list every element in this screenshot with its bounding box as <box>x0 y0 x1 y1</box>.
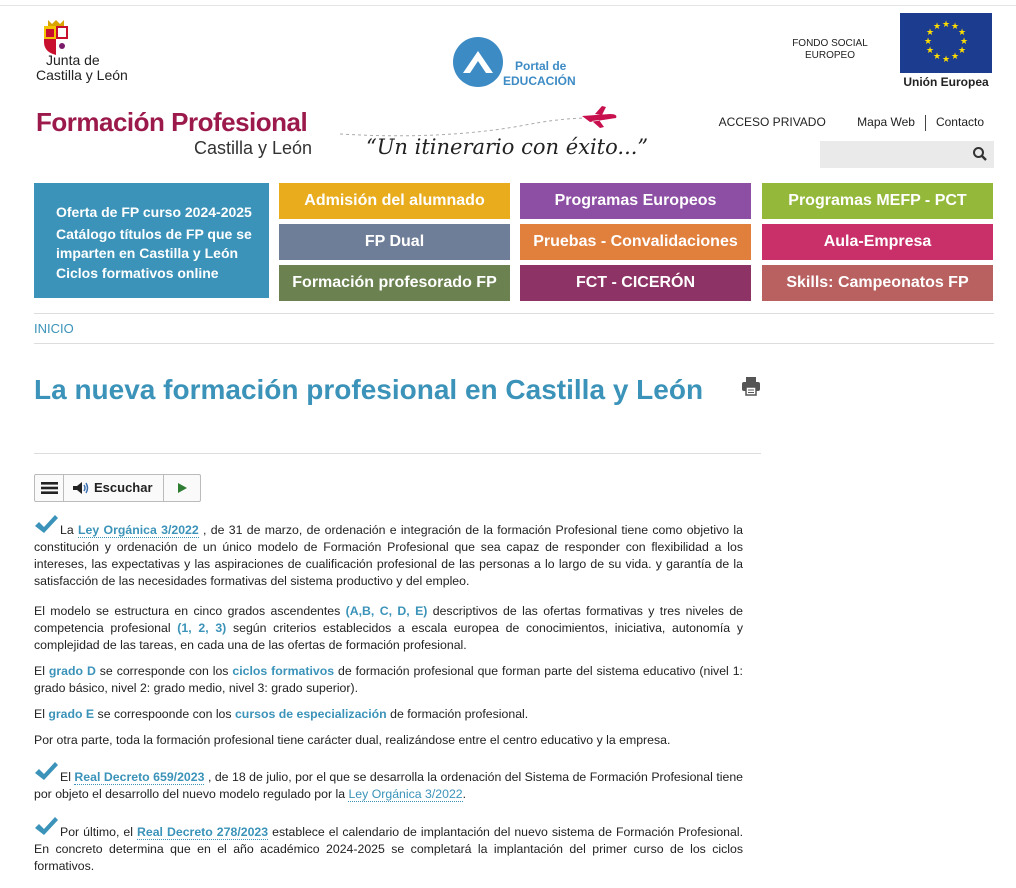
fp-brand-title[interactable]: Formación Profesional <box>36 107 308 137</box>
page-title: La nueva formación profesional en Castilla y León <box>34 374 704 405</box>
fp-brand-subtitle: Castilla y León <box>194 138 313 158</box>
paragraph-ley-organica <box>34 514 743 590</box>
p2-text-e: según criterios establecidos a escala europea de conocimientos, iniciativa, autonomía y complejidad de las tareas, en cada una de las ofertas de formación profesional. <box>34 621 743 652</box>
real-decreto-278-link[interactable]: Real Decreto 278/2023 <box>137 825 269 839</box>
p4-text-c: se correspoonde con los <box>94 707 235 721</box>
checkmark-icon <box>34 514 58 536</box>
search-icon[interactable] <box>972 146 988 162</box>
svg-text:★: ★ <box>941 20 951 30</box>
jcyl-text-line1: Junta de <box>46 52 100 68</box>
portal-text-line1: Portal de <box>515 59 567 73</box>
svg-text:★: ★ <box>941 55 951 65</box>
menu-button-programas-europeos[interactable]: Programas Europeos <box>520 183 751 219</box>
ley-organica-link-2[interactable]: Ley Orgánica 3/2022 <box>348 787 463 801</box>
readspeaker-player <box>34 474 201 502</box>
fse-line2: EUROPEO <box>804 50 855 61</box>
paragraph-grado-e <box>34 706 743 723</box>
menu-button-programas-mefp[interactable]: Programas MEFP - PCT <box>762 183 993 219</box>
real-decreto-659-link[interactable]: Real Decreto 659/2023 <box>74 770 205 784</box>
checkmark-icon <box>34 761 58 783</box>
p3-text-e: de formación profesional que forman parte del sistema educativo (nivel 1: grado básico, nivel 2: grado medio, nivel 3: grado superior). <box>34 664 743 695</box>
menu-icon <box>35 475 64 501</box>
paragraph-dual: Por otra parte, toda la formación profesional tiene carácter dual, realizándose entre el centro educativo y la empresa. <box>34 733 671 747</box>
cursos-especializacion-link[interactable]: cursos de especialización <box>234 707 387 721</box>
svg-text:★: ★ <box>925 28 935 38</box>
menu-button-fp-dual[interactable]: FP Dual <box>279 224 510 260</box>
mapa-web-link[interactable]: Mapa Web <box>857 115 915 130</box>
grado-e-link[interactable]: grado E <box>48 707 95 721</box>
svg-text:★: ★ <box>950 52 960 62</box>
svg-text:★: ★ <box>957 46 967 56</box>
svg-text:★: ★ <box>923 37 933 47</box>
eu-label: Unión Europea <box>903 75 989 89</box>
menu-oferta-link[interactable]: Oferta de FP curso 2024-2025 <box>56 204 252 220</box>
menu-catalogo-link[interactable]: Catálogo títulos de FP que se imparten en Castilla y León <box>56 226 252 261</box>
fse-line1: FONDO SOCIAL <box>792 38 868 49</box>
paragraph-real-decreto-659 <box>34 761 743 803</box>
portal-educacion-logo[interactable] <box>453 37 583 89</box>
fondo-social-europeo <box>780 38 880 62</box>
p7-text-a: Por último, el <box>60 825 137 839</box>
niveles-numbers: (1, 2, 3) <box>177 621 227 635</box>
grados-letters: (A,B, C, D, E) <box>345 604 428 618</box>
menu-button-admision[interactable]: Admisión del alumnado <box>279 183 510 219</box>
portal-text-line2: EDUCACIÓN <box>503 74 576 88</box>
p3-text-c: se corresponde con los <box>95 664 233 678</box>
menu-button-skills[interactable]: Skills: Campeonatos FP <box>762 265 993 301</box>
union-europea-logo[interactable] <box>900 13 992 89</box>
svg-text:★: ★ <box>950 22 960 32</box>
menu-button-pruebas[interactable]: Pruebas - Convalidaciones <box>520 224 751 260</box>
p1-text-a: La <box>60 523 78 537</box>
jcyl-text-line2: Castilla y León <box>36 67 128 83</box>
p2-text-c: descriptivos de las ofertas formativas y tres niveles de competencia profesional <box>34 604 743 635</box>
ley-organica-link[interactable]: Ley Orgánica 3/2022 <box>78 523 199 537</box>
grado-d-link[interactable]: grado D <box>48 664 96 678</box>
speaker-icon <box>72 481 90 495</box>
portal-logo-icon <box>453 37 503 87</box>
eu-flag-icon <box>900 13 992 73</box>
p4-text-e: de formación profesional. <box>386 707 529 721</box>
p3-text-a: El <box>34 664 49 678</box>
printer-icon[interactable] <box>741 376 761 396</box>
p6-text-e: . <box>462 787 467 801</box>
menu-button-formacion-profesorado[interactable]: Formación profesorado FP <box>279 265 510 301</box>
svg-text:★: ★ <box>932 22 942 32</box>
menu-button-aula-empresa[interactable]: Aula-Empresa <box>762 224 993 260</box>
p7-text-c: establece el calendario de implantación del nuevo sistema de Formación Profesional. En concreto determina que en el año académico 2024-2025 se completará la implantación del primer curso de los ciclos formativos. <box>34 825 743 873</box>
p4-text-a: El <box>34 707 49 721</box>
checkmark-icon <box>34 816 58 838</box>
p6-text-c: , de 18 de julio, por el que se desarrolla la ordenación del Sistema de Formación Profesional tiene por objeto el desarrollo del nuevo modelo regulado por la <box>34 770 743 801</box>
search-input[interactable] <box>820 141 994 168</box>
menu-button-fct-ciceron[interactable]: FCT - CICERÓN <box>520 265 751 301</box>
menu-online-link[interactable]: Ciclos formativos online <box>56 265 219 281</box>
p2-text-a: El modelo se estructura en cinco grados ascendentes <box>34 604 346 618</box>
play-button[interactable] <box>164 475 200 501</box>
player-menu-button[interactable] <box>35 475 64 501</box>
contacto-link[interactable]: Contacto <box>935 115 984 130</box>
play-icon <box>164 475 200 501</box>
menu-left-panel <box>34 183 269 298</box>
svg-text:★: ★ <box>959 37 969 47</box>
paragraph-grados <box>34 603 743 654</box>
listen-button[interactable] <box>64 475 164 501</box>
listen-label: Escuchar <box>94 480 153 495</box>
junta-castilla-leon-logo[interactable] <box>36 20 146 84</box>
breadcrumb-divider-top <box>34 313 994 314</box>
breadcrumb-inicio[interactable]: INICIO <box>34 321 74 336</box>
p1-text-b: , de 31 de marzo, de ordenación e integración de la formación Profesional tiene como objetivo la constitución y ordenación de un único modelo de Formación Profesional que sea capaz de responder con flexibilidad a los intereses, las expectativas y las aspiraciones de cualificación profesional de las personas a lo largo de su vida. y garantía de la satisfacción de las necesidades formativas del sistema productivo y del empleo. <box>34 523 743 588</box>
coat-of-arms-icon <box>42 20 70 56</box>
acceso-privado-link[interactable]: ACCESO PRIVADO <box>718 115 826 130</box>
fp-slogan: “Un itinerario con éxito...” <box>366 135 649 159</box>
breadcrumb-divider-bottom <box>34 343 994 344</box>
ciclos-formativos-link[interactable]: ciclos formativos <box>232 664 335 678</box>
svg-text:★: ★ <box>932 52 942 62</box>
paragraph-real-decreto-278 <box>34 816 743 875</box>
title-divider <box>34 453 761 454</box>
p6-text-a: El <box>60 770 75 784</box>
paragraph-grado-d <box>34 663 743 697</box>
top-divider <box>0 5 1016 6</box>
top-links <box>709 115 994 131</box>
svg-text:★: ★ <box>957 28 967 38</box>
svg-text:★: ★ <box>925 46 935 56</box>
